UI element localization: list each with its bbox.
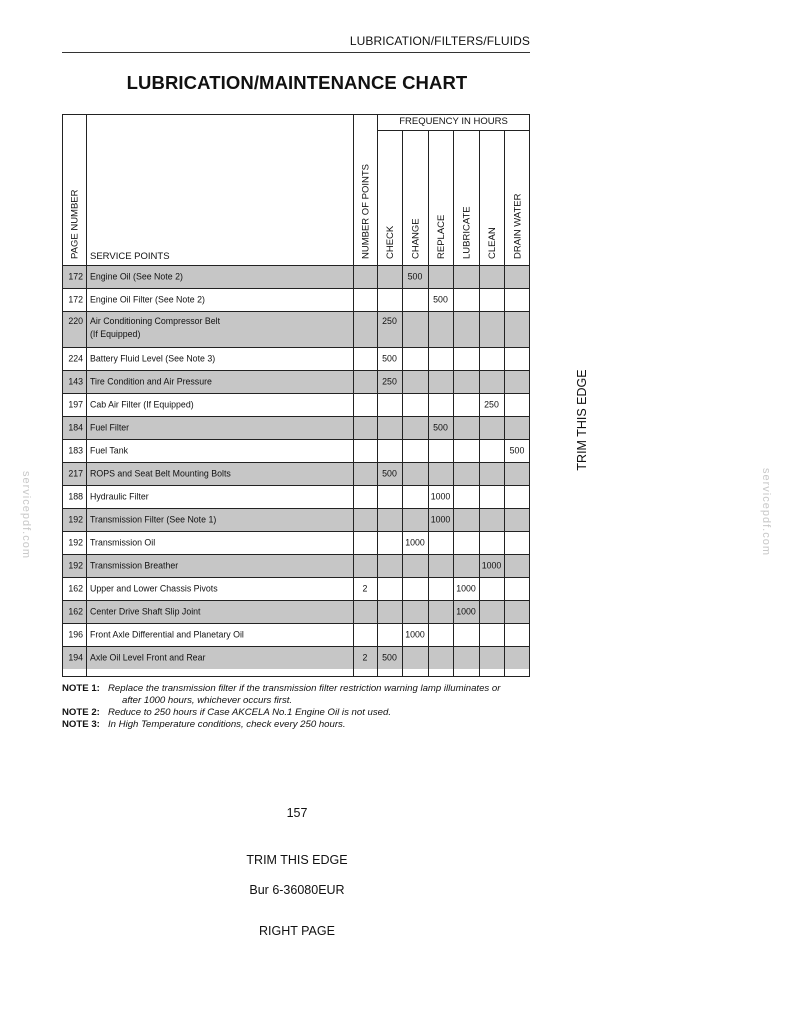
page-number-cell: 220 bbox=[68, 316, 83, 326]
note-text bbox=[108, 683, 500, 707]
value-cell-clean: 250 bbox=[484, 399, 499, 410]
service-point-cell: Fuel Tank bbox=[90, 445, 128, 456]
page-number-cell: 192 bbox=[68, 560, 83, 571]
page-number-cell: 217 bbox=[68, 468, 83, 479]
value-cell-check: 500 bbox=[382, 468, 397, 479]
value-cell-check: 500 bbox=[382, 353, 397, 364]
note-text: In High Temperature conditions, check every 250 hours. bbox=[108, 719, 346, 730]
column-header-change: CHANGE bbox=[410, 218, 422, 259]
column-header-number-of-points: NUMBER OF POINTS bbox=[360, 163, 372, 259]
value-cell-replace: 500 bbox=[433, 422, 448, 433]
service-point-cell: Transmission Oil bbox=[90, 537, 156, 548]
note-1 bbox=[62, 683, 537, 707]
service-point-cell: ROPS and Seat Belt Mounting Bolts bbox=[90, 468, 231, 479]
note-2 bbox=[62, 707, 537, 719]
service-point-cell: Tire Condition and Air Pressure bbox=[90, 376, 212, 387]
column-header-check: CHECK bbox=[385, 225, 396, 259]
page-number-cell: 196 bbox=[68, 629, 83, 640]
value-cell-replace: 1000 bbox=[430, 514, 451, 525]
page-number-cell: 162 bbox=[68, 583, 83, 594]
service-point-cell: (If Equipped) bbox=[90, 329, 141, 339]
service-point-cell: Upper and Lower Chassis Pivots bbox=[90, 583, 218, 594]
page-number-cell: 184 bbox=[68, 422, 83, 433]
page-number-cell: 172 bbox=[68, 294, 83, 305]
service-point-cell: Center Drive Shaft Slip Joint bbox=[90, 606, 201, 617]
value-cell-points: 2 bbox=[362, 652, 368, 663]
service-point-cell: Engine Oil Filter (See Note 2) bbox=[90, 294, 205, 305]
value-cell-check: 250 bbox=[382, 316, 397, 326]
service-point-cell: Cab Air Filter (If Equipped) bbox=[90, 399, 194, 410]
maintenance-table bbox=[62, 114, 530, 677]
note-3 bbox=[62, 719, 537, 731]
value-cell-lubricate: 1000 bbox=[456, 606, 476, 617]
page-number: 157 bbox=[286, 806, 308, 820]
note-label: NOTE 3: bbox=[62, 719, 100, 730]
note-label: NOTE 2: bbox=[62, 707, 100, 718]
value-cell-drain: 500 bbox=[509, 445, 525, 456]
header-rule bbox=[62, 52, 530, 53]
column-header-lubricate: LUBRICATE bbox=[461, 206, 473, 259]
note-label: NOTE 1: bbox=[62, 683, 100, 694]
trim-edge-side-text: TRIM THIS EDGE bbox=[575, 369, 589, 471]
row-shading bbox=[62, 416, 530, 439]
frequency-header: FREQUENCY IN HOURS bbox=[399, 116, 508, 127]
page-number-cell: 183 bbox=[68, 445, 83, 456]
section-header: LUBRICATION/FILTERS/FLUIDS bbox=[349, 34, 530, 48]
service-point-cell: Axle Oil Level Front and Rear bbox=[90, 652, 206, 663]
value-cell-change: 500 bbox=[407, 271, 423, 282]
watermark-text: servicepdf.com bbox=[20, 471, 32, 559]
service-point-cell: Hydraulic Filter bbox=[90, 491, 149, 502]
page-number-cell: 197 bbox=[68, 399, 83, 410]
column-header-replace: REPLACE bbox=[436, 214, 447, 259]
value-cell-check: 500 bbox=[382, 652, 397, 663]
page-side: RIGHT PAGE bbox=[259, 924, 335, 938]
column-header-clean: CLEAN bbox=[487, 227, 498, 259]
service-point-cell: Transmission Filter (See Note 1) bbox=[90, 514, 217, 525]
value-cell-change: 1000 bbox=[405, 537, 425, 548]
value-cell-replace: 1000 bbox=[430, 491, 451, 502]
page-number-cell: 143 bbox=[68, 376, 83, 387]
notes bbox=[62, 683, 537, 731]
service-point-cell: Battery Fluid Level (See Note 3) bbox=[90, 353, 216, 364]
page-number-cell: 224 bbox=[68, 353, 83, 364]
service-point-cell: Engine Oil (See Note 2) bbox=[90, 271, 183, 282]
page-number-cell: 188 bbox=[68, 491, 83, 502]
page-number-cell: 194 bbox=[68, 652, 83, 663]
service-point-cell: Transmission Breather bbox=[90, 560, 179, 571]
value-cell-points: 2 bbox=[362, 583, 368, 594]
service-point-cell: Fuel Filter bbox=[90, 422, 130, 433]
column-header-drain-water: DRAIN WATER bbox=[512, 193, 524, 259]
watermark-text: servicepdf.com bbox=[760, 468, 772, 556]
page-number-cell: 192 bbox=[68, 537, 83, 548]
note-line: after 1000 hours, whichever occurs first. bbox=[122, 695, 293, 706]
value-cell-change: 1000 bbox=[405, 629, 425, 640]
page-number-cell: 192 bbox=[68, 514, 83, 525]
page-number-cell: 162 bbox=[68, 606, 83, 617]
note-text: Reduce to 250 hours if Case AKCELA No.1 Engine Oil is not used. bbox=[108, 707, 391, 718]
document-code: Bur 6-36080EUR bbox=[249, 883, 345, 897]
value-cell-check: 250 bbox=[382, 376, 397, 387]
value-cell-clean: 1000 bbox=[481, 560, 502, 571]
service-point-cell: Air Conditioning Compressor Belt bbox=[90, 316, 221, 326]
chart-title: LUBRICATION/MAINTENANCE CHART bbox=[126, 72, 468, 93]
value-cell-replace: 500 bbox=[433, 294, 448, 305]
column-header-page-number: PAGE NUMBER bbox=[69, 189, 81, 259]
note-line: Replace the transmission filter if the transmission filter restriction warning lamp illuminates or bbox=[108, 683, 501, 694]
column-header-service-points: SERVICE POINTS bbox=[90, 251, 170, 262]
page-number-cell: 172 bbox=[68, 271, 83, 282]
trim-edge-bottom: TRIM THIS EDGE bbox=[246, 853, 348, 867]
value-cell-lubricate: 1000 bbox=[456, 583, 476, 594]
service-point-cell: Front Axle Differential and Planetary Oil bbox=[90, 629, 244, 640]
